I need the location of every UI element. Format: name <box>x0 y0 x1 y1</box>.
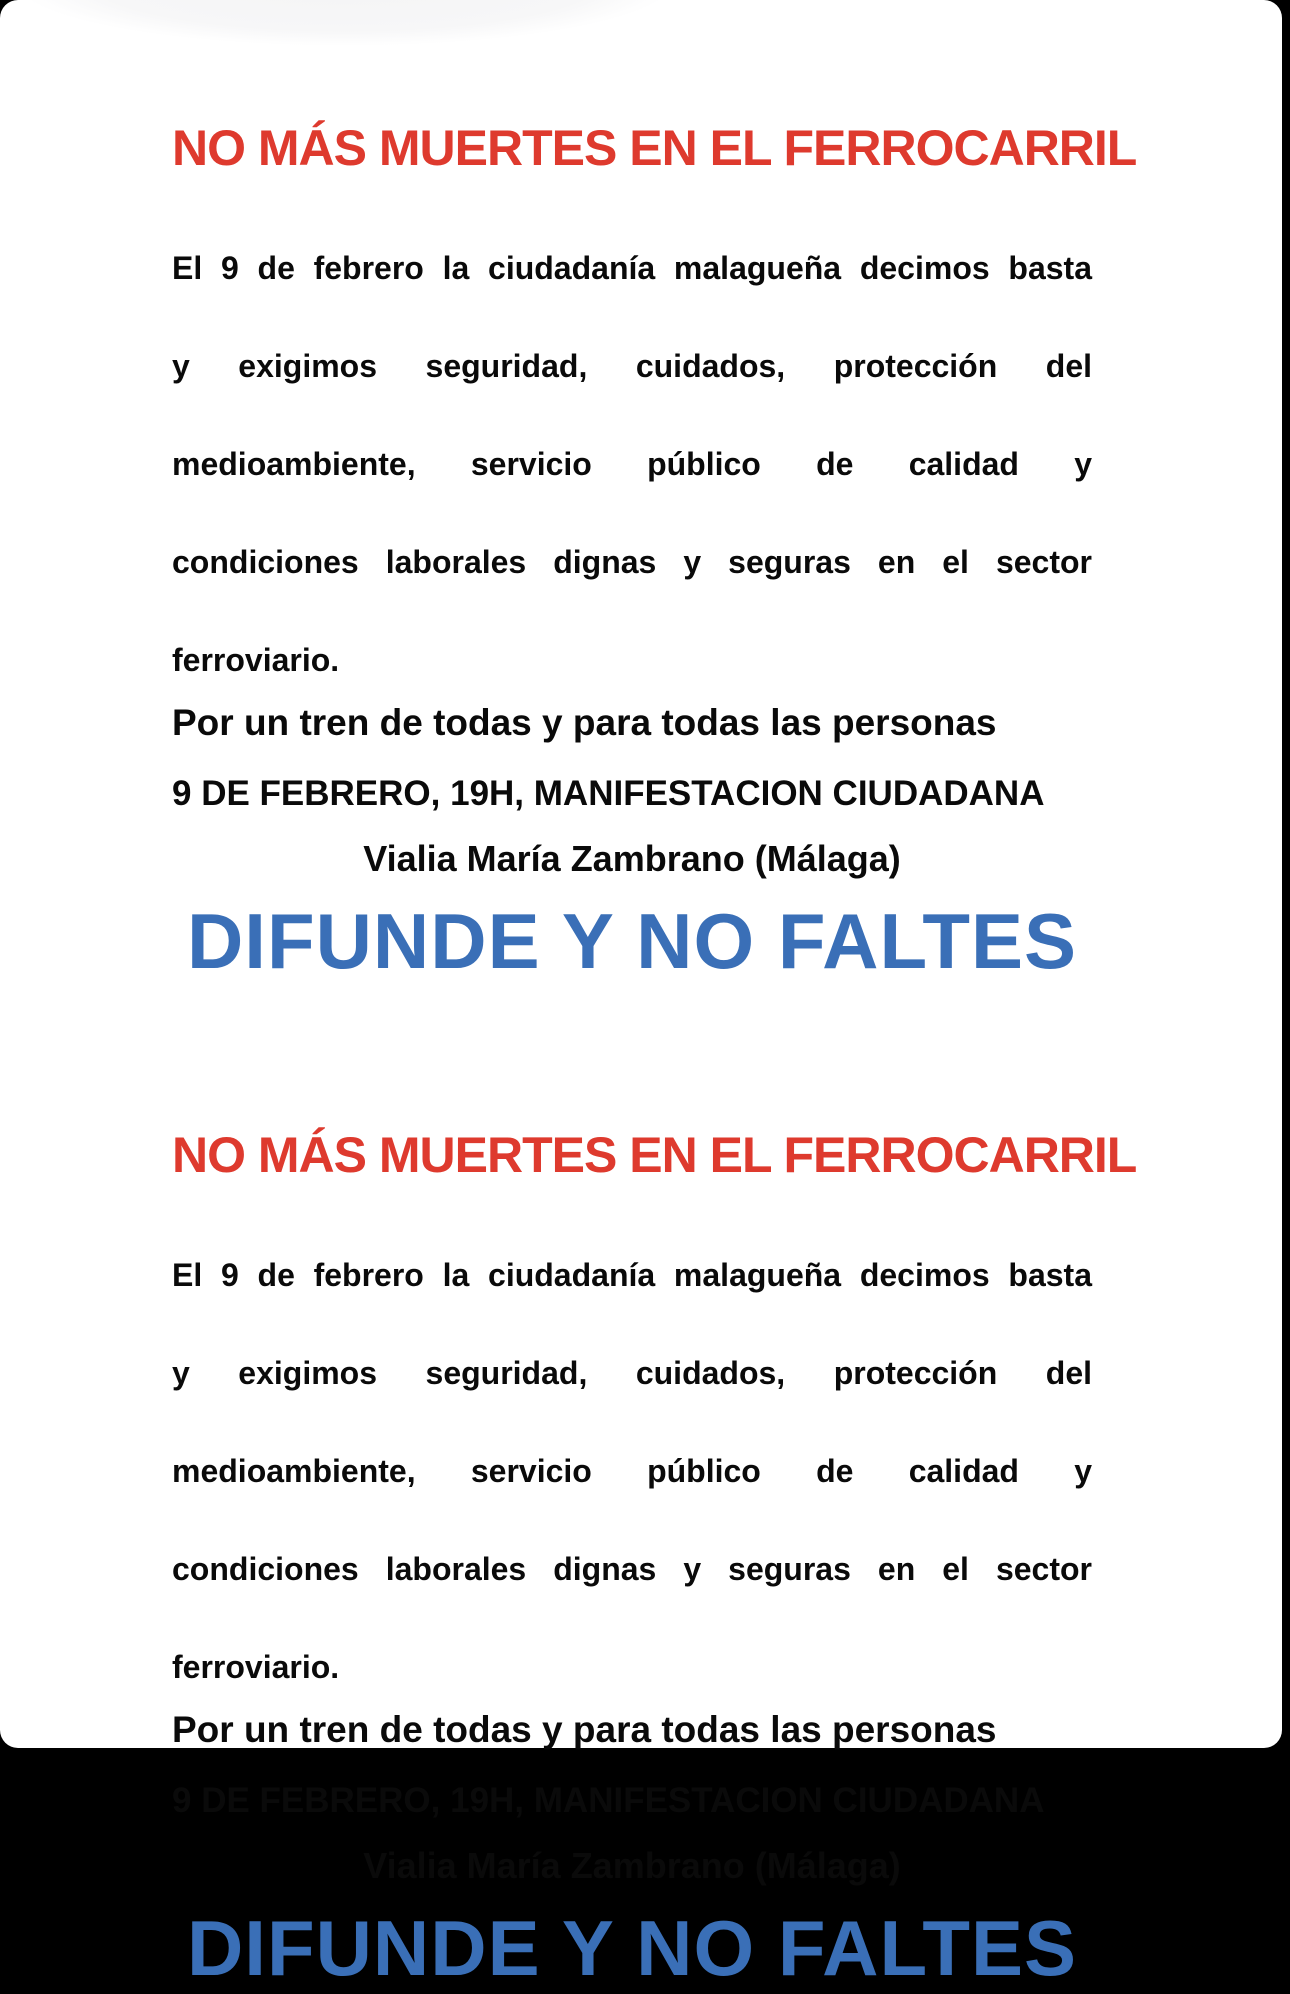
flyer-slogan: Por un tren de todas y para todas las personas <box>172 1709 997 1750</box>
flyer-content-column <box>172 0 1137 1994</box>
flyer-slogan: Por un tren de todas y para todas las personas <box>172 702 997 743</box>
flyer-event-line: 9 DE FEBRERO, 19H, MANIFESTACION CIUDADANA <box>172 774 1045 813</box>
paragraph-line: El 9 de febrero la ciudadanía malagueña decimos basta <box>172 1257 1092 1293</box>
flyer-cta: DIFUNDE Y NO FALTES <box>186 1904 1078 1992</box>
paragraph-line: medioambiente, servicio público de calidad y <box>172 1453 1092 1489</box>
flyer-heading: NO MÁS MUERTES EN EL FERROCARRIL <box>172 120 1137 176</box>
paragraph-line: y exigimos seguridad, cuidados, protección del <box>172 348 1092 384</box>
paragraph-line: condiciones laborales dignas y seguras en el sector <box>172 544 1092 580</box>
flyer-cta: DIFUNDE Y NO FALTES <box>186 897 1078 985</box>
flyer-paragraph <box>172 1251 1092 1692</box>
flyer-block-bottom <box>172 987 1137 1994</box>
paragraph-line: condiciones laborales dignas y seguras en el sector <box>172 1551 1092 1587</box>
paragraph-line: El 9 de febrero la ciudadanía malagueña decimos basta <box>172 250 1092 286</box>
paragraph-line: medioambiente, servicio público de calidad y <box>172 446 1092 482</box>
flyer-paragraph <box>172 244 1092 685</box>
flyer-location-line: Vialia María Zambrano (Málaga) <box>363 838 901 879</box>
flyer-event-line: 9 DE FEBRERO, 19H, MANIFESTACION CIUDADANA <box>172 1781 1045 1820</box>
paragraph-line: ferroviario. <box>172 1649 340 1685</box>
flyer-block-top <box>172 0 1137 987</box>
paragraph-line: ferroviario. <box>172 642 340 678</box>
flyer-heading: NO MÁS MUERTES EN EL FERROCARRIL <box>172 1127 1137 1183</box>
flyer-location-line: Vialia María Zambrano (Málaga) <box>363 1845 901 1886</box>
paragraph-line: y exigimos seguridad, cuidados, protección del <box>172 1355 1092 1391</box>
